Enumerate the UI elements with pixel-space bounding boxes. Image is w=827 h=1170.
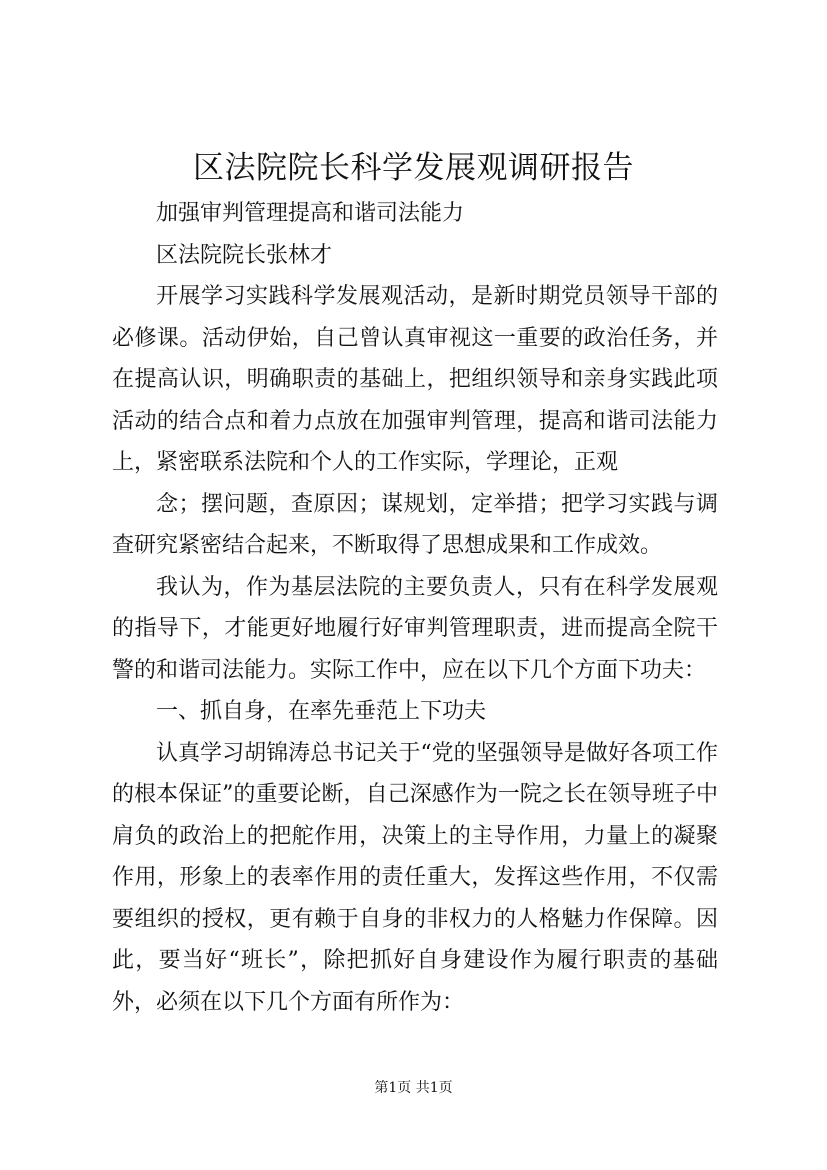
- document-title: 区法院院长科学发展观调研报告: [193, 150, 634, 186]
- subtitle: 加强审判管理提高和谐司法能力: [156, 201, 465, 226]
- author-line: 区法院院长张林才: [156, 242, 333, 268]
- section-heading-1: 一、抓自身，在率先垂范上下功夫: [156, 699, 487, 724]
- paragraph-1: 开展学习实践科学发展观活动，是新时期党员领导干部的必修课。活动伊始，自己曾认真审视这一重要的政治任务，并在提高认识，明确职责的基础上，把组织领导和亲身实践此项活动的结合点和着力点放在加强审判管理，提高和谐司法能力上，紧密联系法院和个人的工作实际，学理论，正观: [112, 284, 718, 475]
- document-body: [112, 193, 718, 1023]
- paragraph-2: 念；摆问题，查原因；谋规划，定举措；把学习实践与调查研究紧密结合起来，不断取得了思想成果和工作成效。: [112, 491, 718, 558]
- page-footer: 第1页 共1页: [374, 1080, 453, 1096]
- paragraph-4: 认真学习胡锦涛总书记关于“党的坚强领导是做好各项工作的根本保证”的重要论断，自己深感作为一院之长在领导班子中肩负的政治上的把舵作用，决策上的主导作用，力量上的凝聚作用，形象上的表率作用的责任重大，发挥这些作用，不仅需要组织的授权，更有赖于自身的非权力的人格魅力作保障。因此，要当好“班长”，除把抓好自身建设作为履行职责的基础外，必须在以下几个方面有所作为：: [112, 740, 718, 1015]
- paragraph-3: 我认为，作为基层法院的主要负责人，只有在科学发展观的指导下，才能更好地履行好审判管理职责，进而提高全院干警的和谐司法能力。实际工作中，应在以下几个方面下功夫：: [112, 574, 718, 683]
